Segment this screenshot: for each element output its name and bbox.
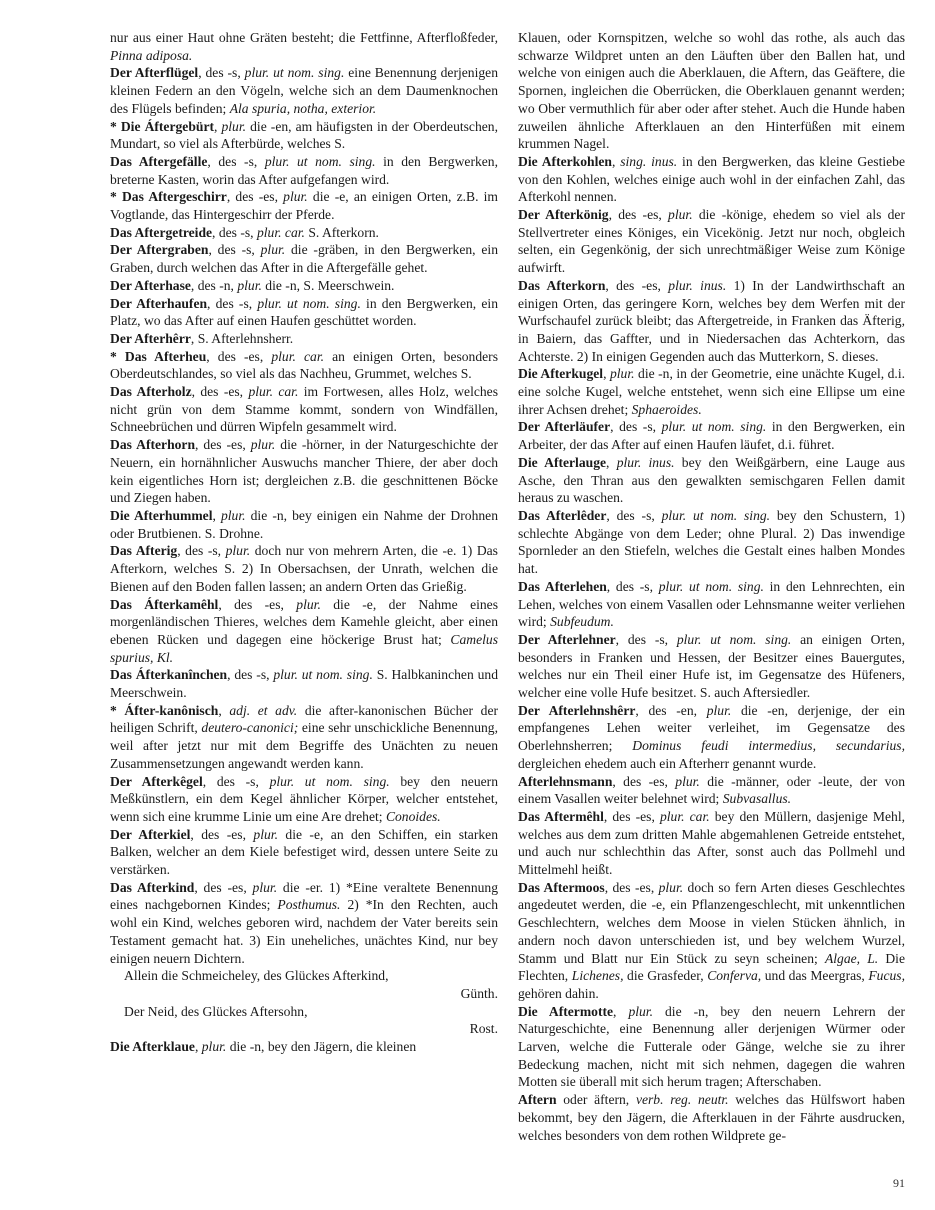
dictionary-entry <box>110 348 498 383</box>
dictionary-entry <box>110 666 498 701</box>
entry-text: , des -s, <box>227 667 274 683</box>
dictionary-entry <box>110 241 498 276</box>
italic-text: deutero-canonici; <box>201 720 299 736</box>
entry-text: doch so fern Arten dieses Geschlechtes angedeutet werden, die -e, ein Pflanzengeschlecht, mit unkenntlichen Geschlechtern, welches dem Moose in vielen Stücken ähnlich, in andern noch davon unterschieden ist, und bey welchem Wurzel, Stamm und Blatt nur Ein Stück zu seyn scheinen; <box>518 879 905 966</box>
entry-headword: Die Afterlauge <box>518 454 607 470</box>
entry-text: in den Bergwerken, breterne Kasten, worin das After aufgefangen wird. <box>110 153 499 187</box>
entry-text: , des -es, <box>206 348 272 364</box>
italic-text: plur. <box>658 879 684 895</box>
entry-headword: Das Afterig <box>110 543 178 559</box>
dictionary-entry <box>110 64 498 117</box>
entry-text: die -er. 1) *Eine veraltete Benennung eines nachgebornen Kindes; <box>110 879 499 913</box>
italic-text: Dominus feudi intermedius, secundarius, <box>632 738 905 754</box>
entry-text: , des -es, <box>226 189 284 205</box>
entry-text: an einigen Orten, besonders in Franken und Hessen, der Besitzer eines Bauergutes, welches nur ein Theil einer Hufe ist, im Gegensatze des Hüfeners, welcher eine volle Hufe besitzet. S. auch Aftersiedler. <box>518 631 905 701</box>
italic-text: plur. ut nom. sing. <box>257 295 361 311</box>
entry-text: , des -es, <box>191 384 249 400</box>
entry-headword: Die Afterhummel <box>110 507 213 523</box>
entry-headword: Das Afterkind <box>110 879 195 895</box>
italic-text: plur. car. <box>248 384 299 400</box>
italic-text: Subfeudum. <box>550 614 614 630</box>
entry-headword: Der Aftergraben <box>110 242 209 258</box>
entry-text: in den Bergwerken, ein Arbeiter, der das After auf einen Haufen läufet, d.i. führet. <box>518 419 906 453</box>
entry-text: , des -s, <box>208 242 261 258</box>
entry-headword: Das Aftergefälle <box>110 153 208 169</box>
dictionary-entry <box>518 773 905 808</box>
entry-text: die -n, bey den Jägern, die kleinen <box>226 1039 417 1055</box>
dictionary-entry <box>518 29 905 153</box>
entry-text: 2) *In den Rechten, auch wohl ein Kind, welches geboren wird, nachdem der Vater bereits sein Testament gemacht hat. 3) Ein uneheliches, unächtes Kind, nur bey einigen neuern Dichtern. <box>110 897 499 966</box>
dictionary-entry <box>110 330 498 348</box>
entry-text: , des -s, <box>606 507 662 523</box>
entry-headword: Der Afterlehnshêrr <box>518 702 636 718</box>
entry-text: , des -es, <box>603 808 660 824</box>
entry-text: bey den Schustern, 1) schlechte Abgänge von dem Leder; ohne Plural. 2) Das inwendige Spornleder an den Stiefeln, welches die Gestalt eines halben Mondes hat. <box>518 507 905 577</box>
italic-text: plur. car. <box>256 224 305 240</box>
entry-headword: * Das Afterheu <box>110 348 207 364</box>
italic-text: Algae, L. <box>824 950 879 966</box>
entry-headword: Der Afterhaufen <box>110 295 208 311</box>
italic-text: plur. <box>668 207 693 223</box>
entry-headword: Der Afterläufer <box>518 419 611 435</box>
right-column <box>518 29 905 1144</box>
italic-text: Lichenes, <box>571 968 624 984</box>
page-number: 91 <box>893 1176 905 1190</box>
entry-text: bey den neuern Meßkünstlern, ein dem Kegel ähnlicher Körper, welcher entstehet, wenn sich eine krumme Linie um eine Are drehet; <box>110 773 498 824</box>
italic-text: Ala spuria, notha, exterior. <box>229 100 377 116</box>
italic-text: plur. ut nom. sing. <box>676 631 792 647</box>
entry-text: , <box>603 366 610 382</box>
entry-text: oder äftern, <box>556 1092 636 1108</box>
entry-text: welches das Hülfswort haben bekommt, bey den Jägern, die Afterklauen in der Fährte ausdrucken, welches besonders von dem rothen Wildprete ge- <box>518 1092 905 1143</box>
italic-text: plur. ut nom. sing. <box>269 773 390 789</box>
entry-text: die -könige, ehedem so viel als der Stellvertreter eines Königes, ein Vicekönig. Jetzt nur noch, obgleich selten, ein Gegenkönig, der sich unrechtmäßiger Weise zum Könige aufwirft. <box>518 207 905 276</box>
italic-text: plur. ut nom. sing. <box>658 578 764 594</box>
entry-text: , des -es, <box>608 207 669 223</box>
entry-text: , des -en, <box>635 702 707 718</box>
italic-text: plur. <box>260 242 286 258</box>
dictionary-entry <box>518 507 905 578</box>
entry-headword: Die Aftermotte <box>518 1003 614 1019</box>
entry-text: die -en, derjenige, der ein empfangenes Lehen weiter verleihet, im Gegensatze des Oberlehnsherren; <box>518 702 905 754</box>
dictionary-entry <box>110 773 498 826</box>
entry-text: die -männer, oder -leute, der von einem Vasallen weiter belehnet wird; <box>518 773 905 807</box>
italic-text: plur. ut nom. sing. <box>264 153 376 169</box>
dictionary-entry <box>518 153 905 206</box>
entry-text: , des -s, <box>207 295 258 311</box>
entry-headword: Die Afterkugel <box>518 366 604 382</box>
entry-text: nur aus einer Haut ohne Gräten besteht; die Fettfinne, Afterfloßfeder, <box>110 30 498 45</box>
italic-text: plur. <box>296 596 321 612</box>
italic-text: sing. inus. <box>620 153 678 169</box>
entry-headword: Das Aftergetreide <box>110 224 213 240</box>
italic-text: plur. <box>250 437 276 453</box>
entry-text: , des -es, <box>194 879 253 895</box>
entry-text: gehören dahin. <box>518 985 599 1001</box>
dictionary-entry <box>110 188 498 223</box>
dictionary-entry <box>110 826 498 879</box>
italic-text: plur. ut nom. sing. <box>661 419 767 435</box>
entry-text: , <box>194 1039 202 1055</box>
italic-text: Subvasallus. <box>722 791 792 807</box>
entry-headword: Das Afterholz <box>110 384 192 400</box>
entry-text: die -e, der Nahme eines morgenländischen Thieres, welches dem Kamehle gleicht, aber einen ebenen Rücken und dagegen eine höckerige Brust hat; <box>110 596 498 647</box>
entry-headword: * Áfter-kanônisch <box>110 702 219 718</box>
entry-text: 1) In der Landwirthschaft an einigen Orten, das geringere Korn, welches bey dem Werfen mit der Wurfschaufel zurück bleibt; das Aftergetreide, in Franken das Äfterig, in Baiern, das Gaffter, und in Niedersachen das Achterkorn, das Achterste. 2) In einigen Gegenden auch das Mutterkorn, S. dieses. <box>518 277 905 364</box>
dictionary-entry <box>518 365 905 418</box>
entry-text: die -en, am häufigsten in der Oberdeutschen, Mundart, so viel als Afterbürde, welches S. <box>110 118 498 152</box>
dictionary-entry <box>110 436 498 507</box>
italic-text: plur. <box>201 1039 227 1055</box>
entry-headword: Der Afterlehner <box>518 631 616 647</box>
entry-headword: Afterlehnsmann <box>518 773 613 789</box>
entry-text: , <box>212 507 221 523</box>
dictionary-entry <box>518 879 905 1003</box>
dictionary-entry <box>518 418 905 453</box>
italic-text: Conferva, <box>707 968 762 984</box>
entry-text: die -hörner, in der Naturgeschichte der Neuern, ein hornähnlicher Auswuchs mancher Thiere, der aber doch kein eigentliches Horn ist; dergleichen z.B. die geschnittenen Böcke und Ziegen haben. <box>110 437 498 506</box>
entry-text: die -e, an einigen Orten, z.B. im Vogtlande, das Hintergeschirr der Pferde. <box>110 189 499 223</box>
entry-text: , <box>214 118 222 134</box>
entry-text: Der Neid, des Glückes Aftersohn, <box>124 1003 308 1019</box>
entry-text: bey den Weißgärbern, eine Lauge aus Asche, den Thran aus den gewalkten semischgaren Fellen damit heraus zu waschen. <box>518 454 906 506</box>
dictionary-entry <box>110 879 498 968</box>
italic-text: Fucus, <box>868 968 905 984</box>
italic-text: verb. reg. neutr. <box>635 1092 729 1108</box>
italic-text: adj. et adv. <box>229 702 298 718</box>
entry-text: , des -s, <box>212 224 257 240</box>
dictionary-entry <box>110 118 498 153</box>
entry-text: eine Benennung derjenigen kleinen Federn an den Vögeln, welche sich an dem Daumenknochen des Flügels befinden; <box>110 65 498 116</box>
entry-text: , des -es, <box>190 826 254 842</box>
italic-text: plur. <box>675 773 700 789</box>
quote-attribution <box>110 1020 498 1038</box>
entry-text: in den Bergwerken, ein Platz, wo das After auf einen Haufen geschüttet worden. <box>110 295 498 329</box>
entry-text: doch nur von mehrern Arten, die -e. 1) Das Afterkorn, welches S. 2) In Obersachsen, der Unrath, welchen die Bienen auf den Boden fallen lassen; an andern Orten das Grießig. <box>110 543 498 594</box>
entry-text: , des -s, <box>606 578 659 594</box>
italic-text: plur. <box>283 189 308 205</box>
quote-line <box>110 967 498 985</box>
entry-text: , des -s, <box>198 65 245 81</box>
entry-text: , des -s, <box>615 631 677 647</box>
dictionary-entry <box>110 596 498 667</box>
dictionary-entry <box>518 1003 905 1092</box>
italic-text: plur. ut nom. sing. <box>244 65 345 81</box>
italic-text: plur. <box>220 507 246 523</box>
quote-line <box>110 1003 498 1021</box>
italic-text: plur. car. <box>659 808 710 824</box>
entry-text: , des -s, <box>207 153 265 169</box>
entry-text: bey den Müllern, dasjenige Mehl, welches aus dem zum dritten Mahle abgemahlenen Getreide entstehet, und auch nur schlechthin das After, sonst auch das Pollmehl und Mittelmehl heißt. <box>518 808 906 878</box>
entry-text: die -e, an den Schiffen, ein starken Balken, welcher an dem Kiele befestiget wird, dessen untere Seite zu verstärken. <box>110 826 498 878</box>
entry-text: im Fortwesen, alles Holz, welches nicht grün von dem Stamme kommt, sondern von Windfällen, Schneebrüchen und dürren Wipfeln gesammelt wird. <box>110 384 498 435</box>
dictionary-entry <box>110 295 498 330</box>
entry-headword: Das Áfterkanînchen <box>110 667 228 683</box>
entry-text: Die Flechten, <box>518 950 905 984</box>
entry-text: und das Meergras, <box>761 968 869 984</box>
entry-headword: Das Áfterkamêhl <box>110 596 219 612</box>
entry-headword: Der Afterhase <box>110 277 191 293</box>
entry-text: die -n, in der Geometrie, eine unächte Kugel, d.i. eine solche Kugel, welche entstehet, wenn sich eine Ellipse um eine ihrer Achsen drehet; <box>518 366 906 417</box>
entry-text: Günth. <box>460 985 498 1001</box>
entry-text: , <box>611 153 621 169</box>
italic-text: plur. ut nom. sing. <box>661 507 771 523</box>
entry-headword: Der Afterkönig <box>518 207 609 223</box>
entry-text: , des -es, <box>612 773 676 789</box>
italic-text: plur. inus. <box>668 277 727 293</box>
italic-text: Posthumus. <box>277 897 341 913</box>
entry-headword: Das Afterhorn <box>110 437 196 453</box>
left-column <box>110 29 498 1056</box>
entry-text: , des -es, <box>605 277 669 293</box>
entry-text: , S. Afterlehnsherr. <box>190 330 294 346</box>
entry-headword: Das Aftermêhl <box>518 808 604 824</box>
entry-text: in den Lehnrechten, ein Lehen, welches von einem Vasallen oder Lehnsmanne weiter verliehen wird; <box>518 578 905 630</box>
italic-text: plur. car. <box>271 348 325 364</box>
entry-headword: Das Aftermoos <box>518 879 605 895</box>
entry-text: , <box>218 702 230 718</box>
entry-text: , des -es, <box>195 437 251 453</box>
italic-text: Pinna adiposa. <box>110 47 193 63</box>
entry-text: dergleichen ehedem auch ein Afterherr genannt wurde. <box>518 755 817 771</box>
dictionary-entry <box>518 1091 905 1144</box>
italic-text: plur. <box>237 277 262 293</box>
dictionary-entry <box>110 224 498 242</box>
italic-text: plur. <box>225 543 251 559</box>
italic-text: Sphaeroides. <box>631 401 702 417</box>
entry-headword: * Das Aftergeschirr <box>110 189 227 205</box>
entry-text: , des -s, <box>202 773 270 789</box>
dictionary-entry <box>518 578 905 631</box>
entry-text: , des -n, <box>190 277 238 293</box>
entry-text: Allein die Schmeicheley, des Glückes Afterkind, <box>124 968 389 984</box>
italic-text: plur. <box>253 826 278 842</box>
entry-headword: Das Afterlehen <box>518 578 607 594</box>
entry-text: in den Bergwerken, das kleine Gestiebe von den Kohlen, welches einige auch wohl in der einfachen Zahl, das Afterkohl nennen. <box>518 153 905 205</box>
dictionary-entry <box>518 631 905 702</box>
entry-text: die -n, bey einigen ein Nahme der Drohnen oder Brutbienen. S. Drohne. <box>110 507 498 541</box>
entry-text: die -gräben, in den Bergwerken, ein Graben, durch welchen das After in die Aftergefälle gehet. <box>110 242 498 276</box>
italic-text: plur. <box>706 702 732 718</box>
entry-text: an einigen Orten, besonders Oberdeutschlandes, so viel als das Nachheu, Grummet, welches S. <box>110 348 499 382</box>
dictionary-entry <box>110 153 498 188</box>
entry-headword: Die Afterklaue <box>110 1039 195 1055</box>
entry-headword: Das Afterlêder <box>518 507 607 523</box>
entry-text: die Grasfeder, <box>623 968 708 984</box>
dictionary-entry <box>110 383 498 436</box>
italic-text: Camelus spurius, Kl. <box>110 631 498 665</box>
entry-headword: Aftern <box>518 1092 557 1108</box>
dictionary-entry <box>518 206 905 277</box>
quote-attribution <box>110 985 498 1003</box>
entry-text: , des -s, <box>177 543 226 559</box>
entry-text: , <box>606 454 617 470</box>
italic-text: plur. inus. <box>616 454 675 470</box>
italic-text: plur. <box>221 118 247 134</box>
entry-text: die -n, bey den neuern Lehrern der Naturgeschichte, eine Benennung aller derjenigen Würmer oder Larven, welche die Futterale oder Gänge, welche sie zu ihrer Bedeckung machen, nicht mit sich nehmen, dagegen die wahren Motten sie überall mit sich herum tragen; Afterschaben. <box>518 1003 905 1090</box>
entry-headword: Die Afterkohlen <box>518 153 612 169</box>
dictionary-entry <box>518 454 905 507</box>
entry-headword: Das Afterkorn <box>518 277 606 293</box>
entry-headword: Der Afterkêgel <box>110 773 203 789</box>
entry-text: , des -es, <box>604 879 659 895</box>
dictionary-entry <box>518 702 905 773</box>
dictionary-entry <box>518 277 905 366</box>
entry-text: S. Halbkaninchen und Meerschwein. <box>110 667 498 701</box>
italic-text: plur. ut nom. sing. <box>273 667 373 683</box>
entry-text: die after-kanonischen Bücher der heiligen Schrift, <box>110 702 499 736</box>
entry-headword: * Die Áftergebürt <box>110 118 215 134</box>
dictionary-entry <box>518 808 905 879</box>
entry-text: , <box>613 1003 629 1019</box>
italic-text: Conoides. <box>385 808 441 824</box>
dictionary-entry <box>110 542 498 595</box>
dictionary-entry <box>110 702 498 773</box>
entry-text: , des -s, <box>610 419 662 435</box>
entry-text: Rost. <box>469 1021 498 1037</box>
dictionary-entry <box>110 277 498 295</box>
entry-headword: Der Afterhêrr <box>110 330 191 346</box>
entry-headword: Der Afterflügel <box>110 65 199 81</box>
dictionary-entry <box>110 507 498 542</box>
italic-text: plur. <box>252 879 278 895</box>
italic-text: plur. <box>609 366 635 382</box>
italic-text: plur. <box>628 1003 653 1019</box>
entry-text: eine sehr unschickliche Benennung, weil after jetzt nur mit dem Begriffe des Unächten zu neuen Zusammensetzungen angewandt werden kann. <box>110 720 499 771</box>
entry-text: S. Afterkorn. <box>304 224 379 240</box>
dictionary-entry <box>110 29 498 64</box>
entry-text: Klauen, oder Kornspitzen, welche so wohl das rothe, als auch das schwarze Wildpret unten an den Läuften über den Ballen hat, und welche von einigen auch die Aberklauen, die Aftern, das Geäftere, die Spornen, ingleichen die Oberrücken, die Oberklauen genannt werden; wo Ober vermuthlich für aber oder after stehet. Auch die Hunde haben zuweilen ähnliche Afterklauen an den Hinterfüßen mit einem krummen Nagel. <box>518 30 905 152</box>
entry-text: die -n, S. Meerschwein. <box>261 277 395 293</box>
entry-text: , des -es, <box>218 596 297 612</box>
dictionary-entry <box>110 1038 498 1056</box>
entry-headword: Der Afterkiel <box>110 826 191 842</box>
